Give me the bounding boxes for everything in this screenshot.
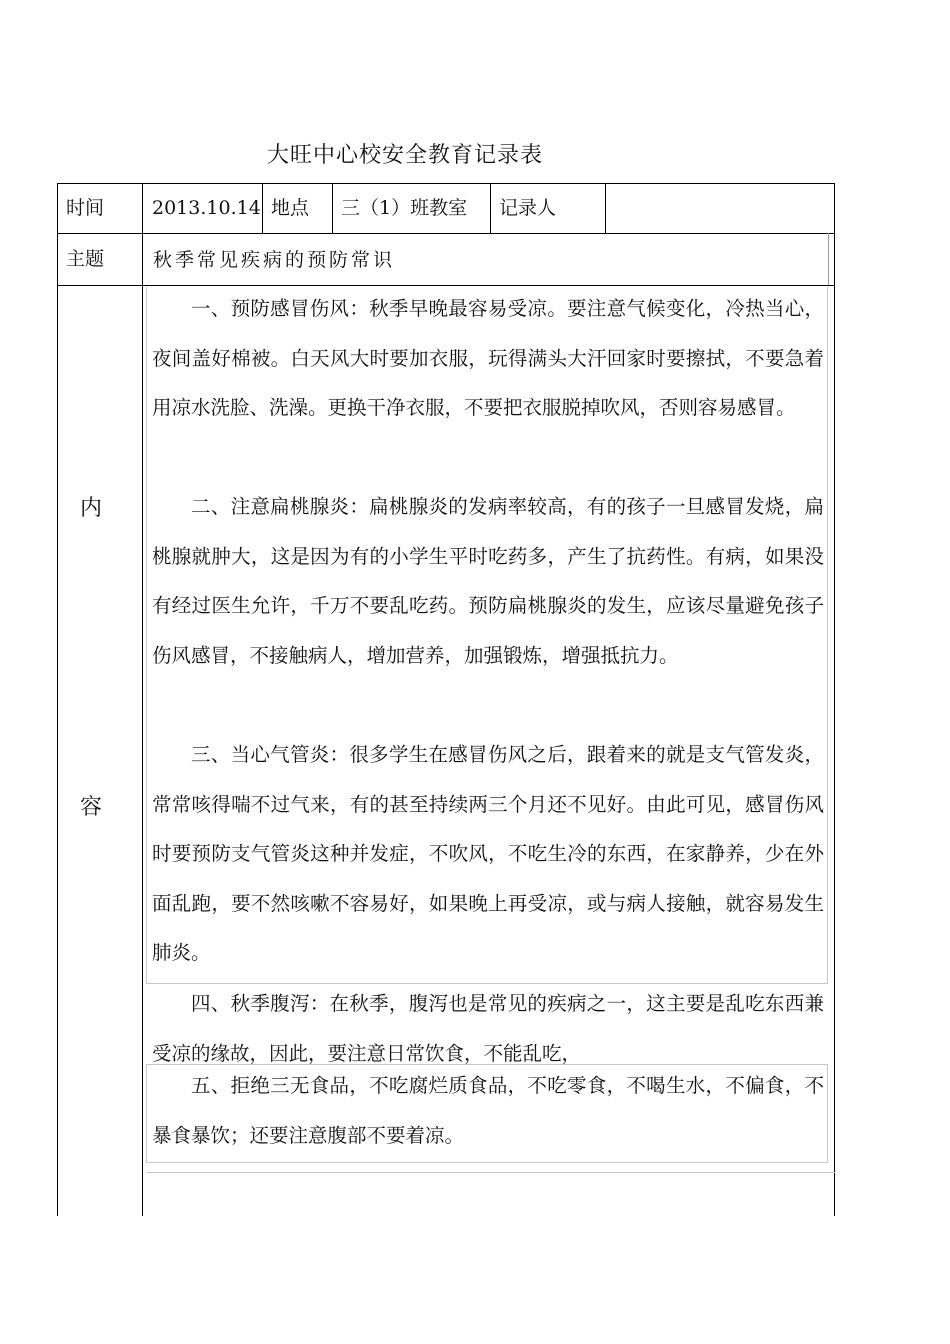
recorder-label: 记录人 <box>499 197 557 219</box>
topic-label: 主题 <box>66 248 105 270</box>
topic-inner-right <box>828 233 829 285</box>
topic-value: 秋季常见疾病的预防常识 <box>153 249 396 271</box>
column-divider-recorder <box>605 183 606 233</box>
place-value: 三（1）班教室 <box>341 197 468 219</box>
content-paragraph-3: 三、当心气管炎：很多学生在感冒伤风之后，跟着来的就是支气管发炎，常常咳得喘不过气来，有的甚至持续两三个月还不见好。由此可见，感冒伤风时要预防支气管炎这种并发症，不吹风，不吃生冷的东西，在家静养，少在外面乱跑，要不然咳嗽不容易好，如果晚上再受凉，或与病人接触，就容易发生肺炎。 <box>152 743 824 964</box>
content-paragraph-5: 五、拒绝三无食品，不吃腐烂质食品，不吃零食，不喝生水，不偏食，不暴食暴饮；还要注意腹部不要着凉。 <box>152 1074 824 1147</box>
column-divider-label <box>142 183 143 1216</box>
content-label-char-2: 容 <box>80 795 103 820</box>
document-title: 大旺中心校安全教育记录表 <box>266 143 543 168</box>
content-paragraph-2: 二、注意扁桃腺炎：扁桃腺炎的发病率较高，有的孩子一旦感冒发烧，扁桃腺就肿大，这是因为有的小学生平时吃药多，产生了抗药性。有病，如果没有经过医生允许，千万不要乱吃药。预防扁桃腺炎的发生，应该尽量避免孩子伤风感冒，不接触病人，增加营养，加强锻炼，增强抵抗力。 <box>152 495 824 667</box>
content-inner-rule <box>146 1172 835 1173</box>
content-paragraph-1: 一、预防感冒伤风：秋季早晚最容易受凉。要注意气候变化，冷热当心，夜间盖好棉被。白天风大时要加衣服，玩得满头大汗回家时要擦拭，不要急着用凉水洗脸、洗澡。更换干净衣服，不要把衣服脱掉吹风，否则容易感冒。 <box>152 297 824 419</box>
content-label-char-1: 内 <box>80 496 103 521</box>
time-label: 时间 <box>66 197 105 219</box>
time-value: 2013.10.14 <box>152 197 261 219</box>
row-divider-header <box>57 233 835 234</box>
column-divider-place <box>490 183 491 233</box>
column-divider-time <box>262 183 263 233</box>
content-paragraph-4: 四、秋季腹泻：在秋季，腹泻也是常见的疾病之一，这主要是乱吃东西兼受凉的缘故，因此，要注意日常饮食，不能乱吃， <box>152 992 824 1065</box>
place-label: 地点 <box>271 197 310 219</box>
column-divider-place-label <box>332 183 333 233</box>
